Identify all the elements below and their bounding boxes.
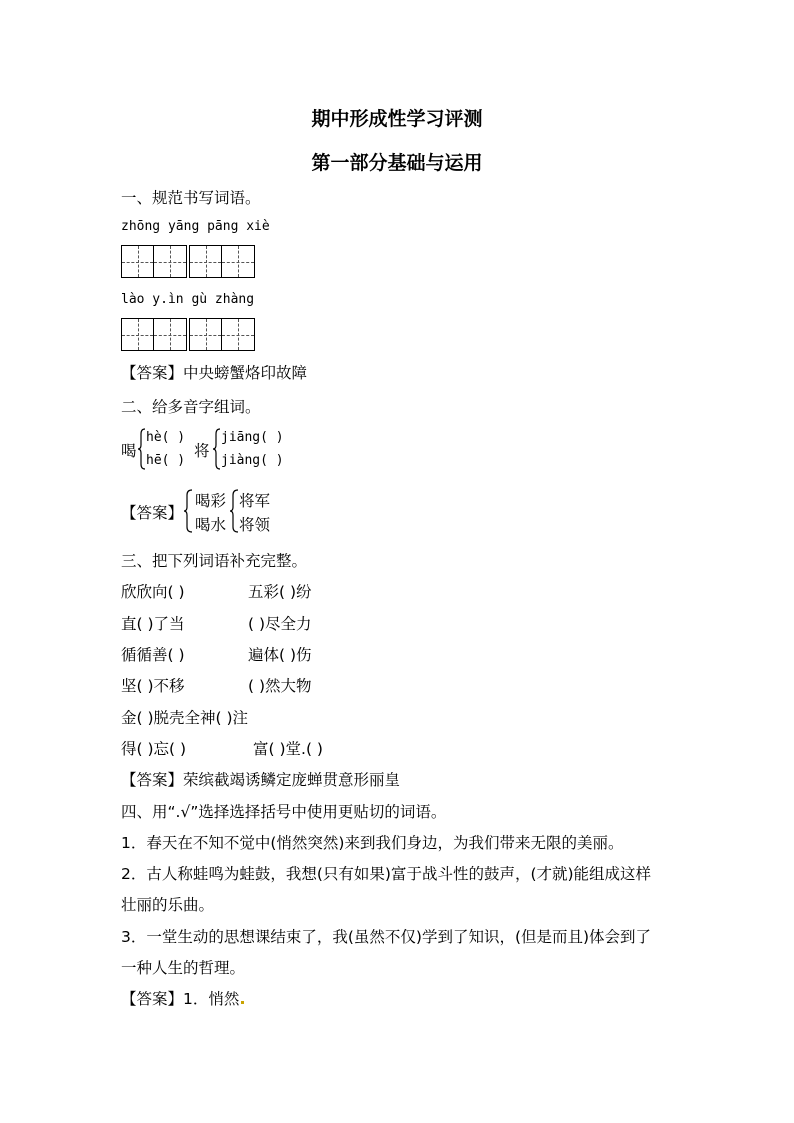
char2-reading-1: jiāng( ) bbox=[221, 430, 284, 445]
grid-cell bbox=[189, 318, 222, 351]
idiom-row: ( )尽全力 bbox=[248, 615, 312, 633]
idiom-row: 直( )了当 bbox=[121, 615, 185, 633]
section3-answer: 【答案】荣缤截竭诱鳞定庞蝉贯意形丽皇 bbox=[121, 771, 401, 789]
pinyin-row-2: lào y.ìn gù zhàng bbox=[121, 292, 255, 307]
section4-heading: 四、用“.√”选择选择括号中使用更贴切的词语。 bbox=[121, 803, 447, 821]
section1-answer: 【答案】中央螃蟹烙印故障 bbox=[121, 364, 308, 382]
brace-icon bbox=[138, 428, 146, 470]
idiom-row: 得( )忘( ) bbox=[121, 740, 187, 758]
idiom-row: 遍体( )伤 bbox=[248, 646, 312, 664]
section4-answer-text: 【答案】1．悄然 bbox=[121, 990, 240, 1008]
answer-word-2: 喝水 bbox=[195, 516, 227, 534]
grid-cell bbox=[154, 245, 187, 278]
idiom-row: 富( )堂.( ) bbox=[253, 740, 323, 758]
dot-mark bbox=[241, 1001, 244, 1004]
question-3-line-1: 3．一堂生动的思想课结束了，我(虽然不仅)学到了知识，(但是而且)体会到了 bbox=[121, 928, 652, 946]
question-1: 1．春天在不知不觉中(悄然突然)来到我们身边，为我们带来无限的美丽。 bbox=[121, 834, 624, 852]
grid-cell bbox=[222, 245, 255, 278]
writing-grid-2 bbox=[121, 318, 255, 351]
brace-icon bbox=[184, 489, 193, 533]
polyphone-char-1: 喝 bbox=[121, 442, 137, 460]
section2-heading: 二、给多音字组词。 bbox=[121, 398, 261, 416]
answer-word-4: 将领 bbox=[239, 516, 271, 534]
idiom-row: 坚( )不移 bbox=[121, 677, 185, 695]
question-2-line-1: 2．古人称蛙鸣为蛙鼓，我想(只有如果)富于战斗性的鼓声，(才就)能组成这样 bbox=[121, 865, 652, 883]
char1-reading-2: hē( ) bbox=[146, 453, 186, 468]
question-2-line-2: 壮丽的乐曲。 bbox=[121, 896, 215, 914]
brace-icon bbox=[230, 489, 239, 533]
section3-heading: 三、把下列词语补充完整。 bbox=[121, 552, 308, 570]
char2-reading-2: jiàng( ) bbox=[221, 453, 284, 468]
section4-answer bbox=[121, 987, 244, 1009]
grid-cell bbox=[154, 318, 187, 351]
brace-icon bbox=[213, 428, 221, 470]
answer-word-3: 将军 bbox=[239, 492, 271, 510]
answer-word-1: 喝彩 bbox=[195, 492, 227, 510]
idiom-row: ( )然大物 bbox=[248, 677, 312, 695]
grid-cell bbox=[121, 245, 154, 278]
char1-reading-1: hè( ) bbox=[146, 430, 186, 445]
main-title: 期中形成性学习评测 bbox=[311, 108, 483, 130]
idiom-row: 五彩( )纷 bbox=[248, 583, 312, 601]
section2-answer-label: 【答案】 bbox=[121, 504, 184, 522]
writing-grid-1 bbox=[121, 245, 255, 278]
grid-cell bbox=[222, 318, 255, 351]
part-title: 第一部分基础与运用 bbox=[311, 152, 483, 174]
question-3-line-2: 一种人生的哲理。 bbox=[121, 959, 246, 977]
idiom-row: 循循善( ) bbox=[121, 646, 185, 664]
section1-heading: 一、规范书写词语。 bbox=[121, 189, 261, 207]
idiom-row: 金( )脱壳全神( )注 bbox=[121, 709, 249, 727]
pinyin-row-1: zhōng yāng pāng xiè bbox=[121, 219, 270, 234]
grid-cell bbox=[189, 245, 222, 278]
grid-cell bbox=[121, 318, 154, 351]
idiom-row: 欣欣向( ) bbox=[121, 583, 185, 601]
polyphone-char-2: 将 bbox=[194, 442, 210, 460]
